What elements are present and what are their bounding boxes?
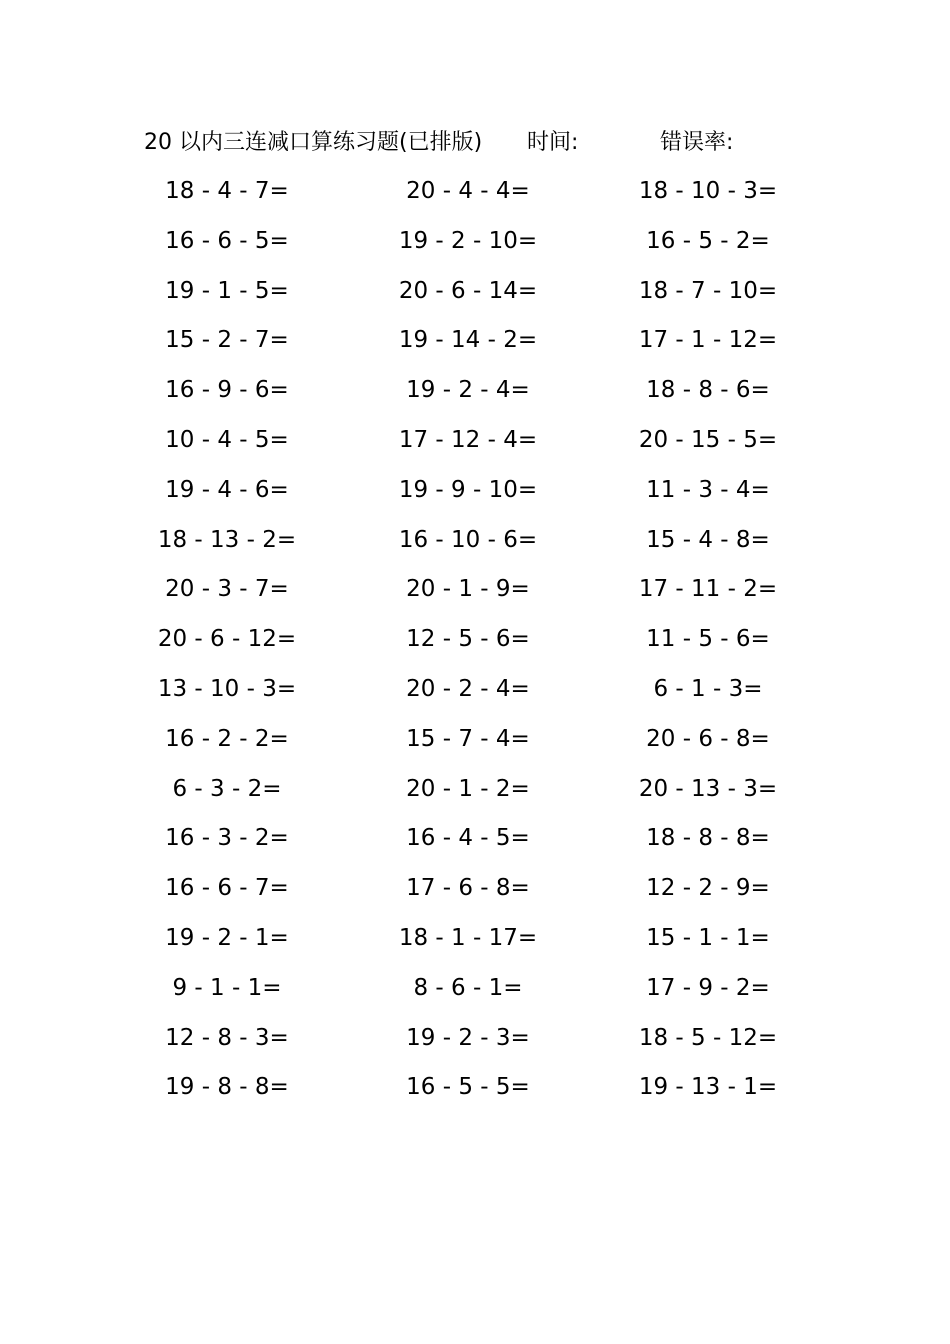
- problem-item: 11 - 5 - 6=: [646, 626, 770, 653]
- problem-row: [0, 1070, 950, 1120]
- problem-row: [0, 274, 950, 324]
- problem-item: 17 - 1 - 12=: [638, 327, 778, 354]
- problem-item: 16 - 10 - 6=: [398, 526, 538, 553]
- problem-item: 19 - 13 - 1=: [638, 1074, 778, 1101]
- problem-item: 20 - 15 - 5=: [638, 426, 778, 453]
- error-rate-label: 错误率:: [660, 130, 734, 155]
- problem-item: 16 - 6 - 7=: [165, 875, 289, 902]
- problem-row: [0, 971, 950, 1021]
- time-label: 时间:: [527, 130, 579, 155]
- problem-item: 17 - 11 - 2=: [638, 576, 778, 603]
- problem-item: 15 - 1 - 1=: [646, 924, 770, 951]
- problem-item: 19 - 9 - 10=: [398, 476, 538, 503]
- problem-row: [0, 572, 950, 622]
- problem-item: 19 - 2 - 4=: [406, 377, 530, 404]
- problem-item: 18 - 5 - 12=: [638, 1024, 778, 1051]
- problem-item: 19 - 2 - 3=: [406, 1024, 530, 1051]
- problem-item: 18 - 7 - 10=: [638, 277, 778, 304]
- problem-item: 16 - 5 - 2=: [646, 227, 770, 254]
- problem-item: 15 - 4 - 8=: [646, 526, 770, 553]
- problem-item: 17 - 9 - 2=: [646, 974, 770, 1001]
- problem-item: 16 - 6 - 5=: [165, 227, 289, 254]
- problem-item: 18 - 1 - 17=: [398, 924, 538, 951]
- problem-row: [0, 821, 950, 871]
- problem-item: 15 - 7 - 4=: [406, 725, 530, 752]
- problem-item: 6 - 1 - 3=: [653, 675, 763, 702]
- problem-row: [0, 871, 950, 921]
- problem-row: [0, 174, 950, 224]
- problem-item: 18 - 4 - 7=: [165, 178, 289, 204]
- worksheet-header: [0, 126, 950, 160]
- problem-item: 16 - 3 - 2=: [165, 825, 289, 852]
- problem-item: 17 - 12 - 4=: [398, 426, 538, 453]
- problem-row: [0, 722, 950, 772]
- problem-row: [0, 323, 950, 373]
- problem-item: 20 - 1 - 9=: [406, 576, 530, 603]
- problem-item: 18 - 8 - 6=: [646, 377, 770, 404]
- problem-item: 20 - 3 - 7=: [165, 576, 289, 603]
- problem-item: 20 - 4 - 4=: [406, 178, 530, 204]
- problem-grid: [0, 174, 950, 1120]
- problem-row: [0, 473, 950, 523]
- problem-item: 6 - 3 - 2=: [172, 775, 282, 802]
- problem-item: 15 - 2 - 7=: [165, 327, 289, 354]
- problem-item: 10 - 4 - 5=: [165, 426, 289, 453]
- problem-item: 20 - 1 - 2=: [406, 775, 530, 802]
- problem-item: 19 - 1 - 5=: [165, 277, 289, 304]
- worksheet-title: 20 以内三连减口算练习题(已排版): [144, 130, 483, 155]
- problem-row: [0, 921, 950, 971]
- problem-item: 12 - 8 - 3=: [165, 1024, 289, 1051]
- problem-row: [0, 373, 950, 423]
- problem-item: 16 - 5 - 5=: [406, 1074, 530, 1101]
- problem-row: [0, 622, 950, 672]
- problem-row: [0, 1021, 950, 1071]
- problem-item: 8 - 6 - 1=: [413, 974, 523, 1001]
- problem-item: 20 - 13 - 3=: [638, 775, 778, 802]
- problem-row: [0, 423, 950, 473]
- problem-item: 20 - 2 - 4=: [406, 675, 530, 702]
- problem-item: 16 - 4 - 5=: [406, 825, 530, 852]
- problem-item: 13 - 10 - 3=: [157, 675, 297, 702]
- problem-item: 17 - 6 - 8=: [406, 875, 530, 902]
- problem-row: [0, 523, 950, 573]
- problem-item: 19 - 8 - 8=: [165, 1074, 289, 1101]
- problem-item: 18 - 8 - 8=: [646, 825, 770, 852]
- problem-item: 20 - 6 - 12=: [157, 626, 297, 653]
- problem-item: 12 - 2 - 9=: [646, 875, 770, 902]
- problem-item: 20 - 6 - 14=: [398, 277, 538, 304]
- problem-item: 12 - 5 - 6=: [406, 626, 530, 653]
- problem-item: 19 - 2 - 1=: [165, 924, 289, 951]
- problem-item: 20 - 6 - 8=: [646, 725, 770, 752]
- problem-item: 19 - 14 - 2=: [398, 327, 538, 354]
- problem-row: [0, 224, 950, 274]
- problem-item: 19 - 2 - 10=: [398, 227, 538, 254]
- problem-item: 18 - 10 - 3=: [638, 178, 778, 204]
- problem-item: 9 - 1 - 1=: [172, 974, 282, 1001]
- problem-item: 16 - 2 - 2=: [165, 725, 289, 752]
- problem-row: [0, 672, 950, 722]
- problem-item: 16 - 9 - 6=: [165, 377, 289, 404]
- problem-row: [0, 772, 950, 822]
- problem-item: 19 - 4 - 6=: [165, 476, 289, 503]
- problem-item: 11 - 3 - 4=: [646, 476, 770, 503]
- problem-item: 18 - 13 - 2=: [157, 526, 297, 553]
